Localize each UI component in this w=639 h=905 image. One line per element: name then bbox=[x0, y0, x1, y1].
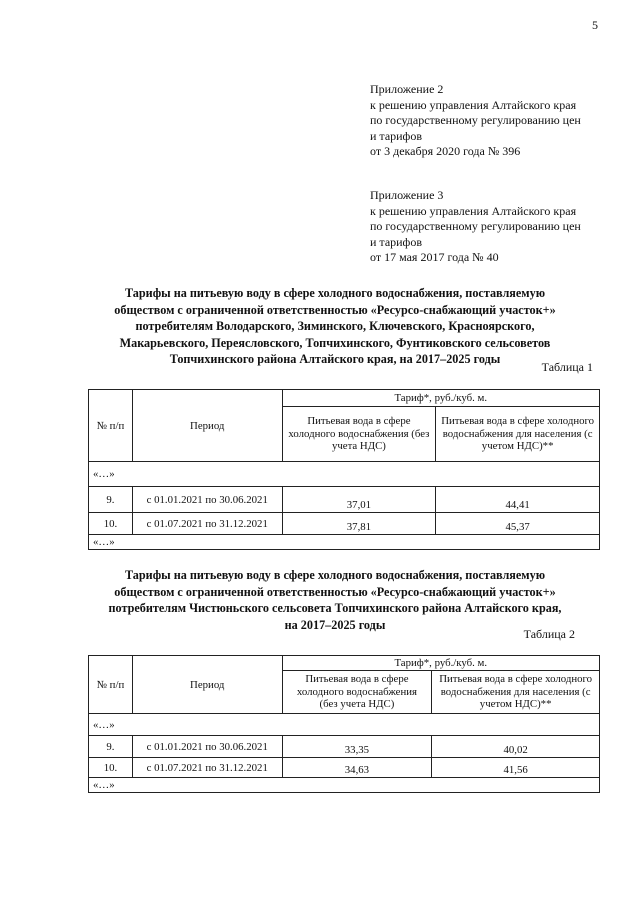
ellipsis-row: «…» bbox=[89, 462, 600, 487]
row-value-2: 41,56 bbox=[432, 758, 600, 778]
table2-caption: Таблица 2 bbox=[523, 627, 575, 641]
appendix-line: от 3 декабря 2020 года № 396 bbox=[370, 144, 521, 158]
row-value-1: 37,81 bbox=[282, 513, 436, 535]
header-col2: Питьевая вода в сфере холодного водоснабжения для населения (с учетом НДС)** bbox=[432, 671, 600, 714]
title-line: Макарьевского, Переясловского, Топчихинского, Фунтиковского сельсоветов bbox=[119, 335, 551, 350]
title-line: Тарифы на питьевую воду в сфере холодного водоснабжения, поставляемую bbox=[124, 568, 546, 582]
header-num: № п/п bbox=[89, 390, 133, 462]
table-row bbox=[89, 513, 600, 535]
row-period: с 01.01.2021 по 30.06.2021 bbox=[132, 487, 282, 513]
table-row bbox=[89, 487, 600, 513]
section2-title bbox=[85, 567, 585, 633]
ellipsis-row: «…» bbox=[89, 535, 600, 550]
title-line: Топчихинского района Алтайского края, на 2017–2025 годы bbox=[169, 352, 501, 366]
appendix-line: и тарифов bbox=[370, 234, 423, 249]
appendix-line: Приложение 3 bbox=[370, 188, 444, 202]
ellipsis-row: «…» bbox=[89, 714, 600, 736]
appendix-line: по государственному регулированию цен bbox=[370, 219, 581, 233]
row-period: с 01.07.2021 по 31.12.2021 bbox=[132, 513, 282, 535]
row-num: 10. bbox=[89, 758, 133, 778]
header-period: Период bbox=[132, 656, 282, 714]
title-line: обществом с ограниченной ответственностью «Ресурсо-снабжающий участок+» bbox=[114, 302, 556, 317]
header-col1: Питьевая вода в сфере холодного водоснабжения (без учета НДС) bbox=[282, 407, 436, 462]
row-value-2: 40,02 bbox=[432, 736, 600, 758]
header-period: Период bbox=[132, 390, 282, 462]
header-tariff: Тариф*, руб./куб. м. bbox=[282, 390, 599, 407]
title-line: на 2017–2025 годы bbox=[284, 617, 386, 632]
title-line: Тарифы на питьевую воду в сфере холодного водоснабжения, поставляемую bbox=[124, 286, 546, 300]
table-row bbox=[89, 736, 600, 758]
title-line: обществом с ограниченной ответственностью «Ресурсо-снабжающий участок+» bbox=[114, 584, 556, 599]
title-line: потребителям Володарского, Зиминского, Ключевского, Красноярского, bbox=[135, 319, 535, 333]
tariff-table-2 bbox=[88, 655, 600, 793]
tariff-table-1 bbox=[88, 389, 600, 550]
page-number: 5 bbox=[592, 18, 598, 32]
appendix-line: по государственному регулированию цен bbox=[370, 113, 581, 127]
header-col2: Питьевая вода в сфере холодного водоснабжения для населения (с учетом НДС)** bbox=[436, 407, 600, 462]
row-value-1: 33,35 bbox=[282, 736, 432, 758]
row-num: 9. bbox=[89, 487, 133, 513]
row-value-2: 45,37 bbox=[436, 513, 600, 535]
header-col1: Питьевая вода в сфере холодного водоснабжения (без учета НДС) bbox=[282, 671, 432, 714]
appendix-line: к решению управления Алтайского края bbox=[370, 203, 577, 218]
row-period: с 01.07.2021 по 31.12.2021 bbox=[132, 758, 282, 778]
title-line: потребителям Чистюньского сельсовета Топчихинского района Алтайского края, bbox=[108, 601, 562, 615]
row-value-1: 37,01 bbox=[282, 487, 436, 513]
appendix-line: от 17 мая 2017 года № 40 bbox=[370, 250, 499, 264]
header-num: № п/п bbox=[89, 656, 133, 714]
appendix-line: Приложение 2 bbox=[370, 82, 444, 96]
appendix-original bbox=[370, 188, 581, 266]
table1-caption: Таблица 1 bbox=[541, 360, 593, 374]
row-value-2: 44,41 bbox=[436, 487, 600, 513]
appendix-current bbox=[370, 82, 581, 160]
header-tariff: Тариф*, руб./куб. м. bbox=[282, 656, 599, 671]
table-row bbox=[89, 758, 600, 778]
row-value-1: 34,63 bbox=[282, 758, 432, 778]
section1-title bbox=[85, 285, 585, 368]
appendix-line: и тарифов bbox=[370, 128, 423, 143]
row-num: 9. bbox=[89, 736, 133, 758]
appendix-line: к решению управления Алтайского края bbox=[370, 97, 577, 112]
ellipsis-row: «…» bbox=[89, 778, 600, 793]
row-num: 10. bbox=[89, 513, 133, 535]
row-period: с 01.01.2021 по 30.06.2021 bbox=[132, 736, 282, 758]
